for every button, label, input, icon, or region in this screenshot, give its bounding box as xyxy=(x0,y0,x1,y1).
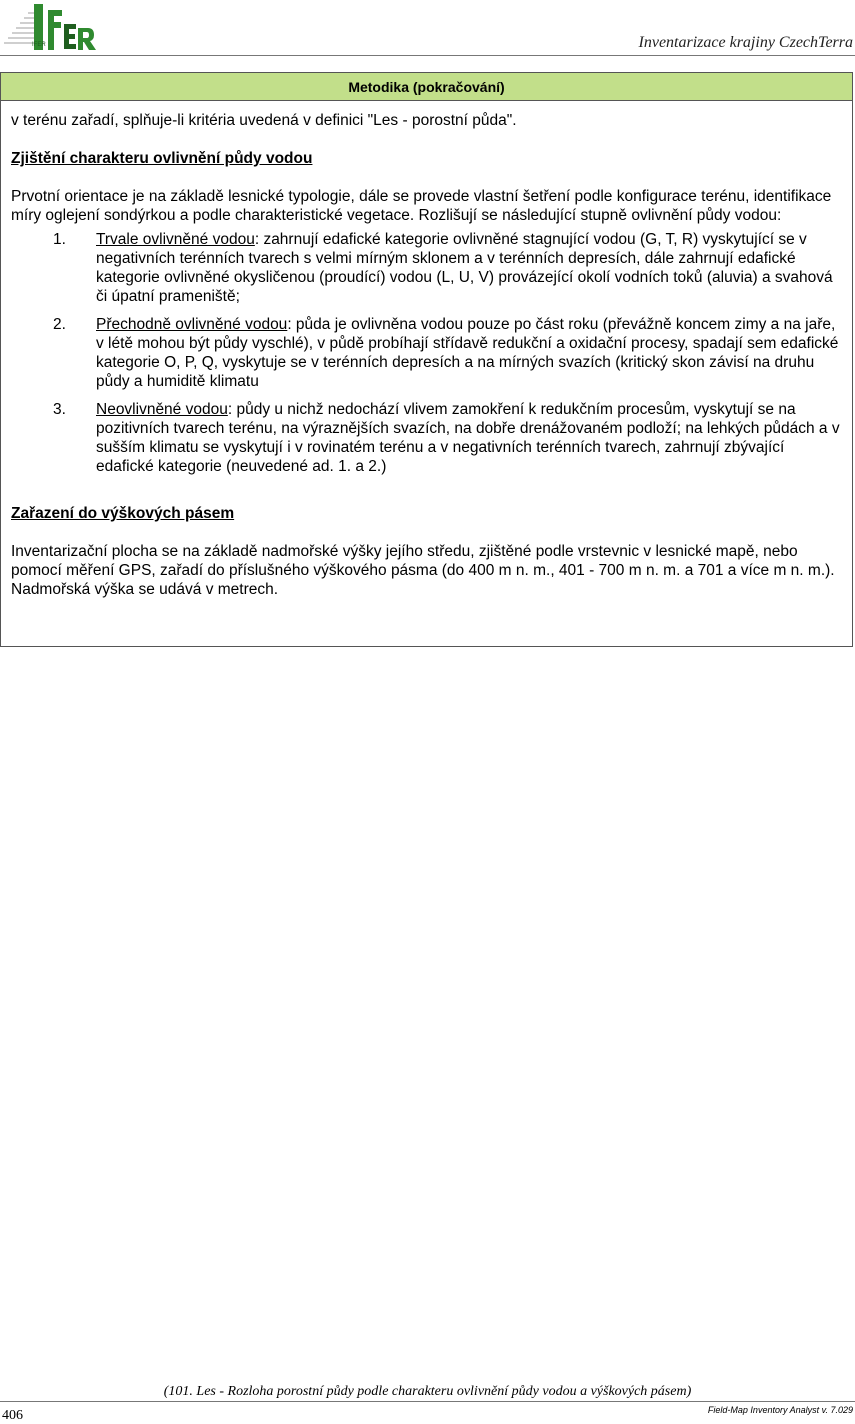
methodology-box xyxy=(0,72,853,647)
paragraph-water-influence: Prvotní orientace je na základě lesnické typologie, dále se provede vlastní šetření podle konfigurace terénu, identifikace míry oglejení sondýrkou a podle charakteristické vegetace. Rozlišují se následující stupně ovlivnění půdy vodou: xyxy=(11,188,832,224)
document-title: Inventarizace krajiny CzechTerra xyxy=(638,34,853,51)
list-item-term: Neovlivněné vodou xyxy=(96,401,228,418)
list-item-term: Přechodně ovlivněné vodou xyxy=(96,316,288,333)
section-body xyxy=(1,101,852,599)
list-item-number: 1. xyxy=(53,231,66,248)
paragraph-altitude-zones: Inventarizační plocha se na základě nadmořské výšky jejího středu, zjištěné podle vrstevnic v lesnické mapě, nebo pomocí měření GPS, zařadí do příslušného výškového pásma (do 400 m n. m., 401 - 700 m n. m. a 701 a více m n. m.). Nadmořská výška se udává v metrech. xyxy=(11,543,835,598)
list-item-number: 2. xyxy=(53,316,66,333)
intro-paragraph: v terénu zařadí, splňuje-li kritéria uvedená v definici "Les - porostní půda". xyxy=(11,112,517,129)
page-number: 406 xyxy=(2,1408,23,1423)
software-version: Field-Map Inventory Analyst v. 7.029 xyxy=(707,1405,853,1415)
svg-text:IFER: IFER xyxy=(32,42,46,48)
ifer-logo-icon xyxy=(4,2,96,52)
list-item xyxy=(11,315,842,391)
list-item-term: Trvale ovlivněné vodou xyxy=(96,231,255,248)
list-item-text: : půda je ovlivněna vodou pouze po část roku (převážně koncem zimy a na jaře, v létě mohou být půdy vyschlé), v půdě probíhají střídavě redukční a oxidační procesy, spadají sem edafické kategorie O, P, Q, vyskytuje se v terénních depresích a na mírných svazích (kritický skon závisí na druhu půdy a humiditě klimatu xyxy=(96,316,839,390)
heading-water-influence: Zjištění charakteru ovlivnění půdy vodou xyxy=(11,150,313,167)
header-divider xyxy=(0,55,855,56)
section-title: Metodika (pokračování) xyxy=(1,73,852,101)
footer-divider xyxy=(0,1401,855,1402)
heading-altitude-zones: Zařazení do výškových pásem xyxy=(11,505,235,522)
list-item-text: : zahrnují edafické kategorie ovlivněné stagnující vodou (G, T, R) vyskytující se v negativních terénních tvarech s velmi mírným sklonem a v terénních depresích, dále zahrnují edafické kategorie ovlivněné okysličenou (proudící) vodou (L, U, V) provázející okolí vodních toků (aluvia) a svahová či úpatní prameniště; xyxy=(96,231,833,305)
water-influence-list xyxy=(11,230,842,476)
list-item xyxy=(11,400,842,476)
list-item xyxy=(11,230,842,306)
page-header xyxy=(0,0,855,58)
list-item-text: : půdy u nichž nedochází vlivem zamokření k redukčním procesům, vyskytují se na pozitivních tvarech terénu, na výraznějších svazích, na dobře drenážovaném podloží; na lehkých půdách a v sušším klimatu se vyskytují i v rovinatém terénu a v negativních terénních tvarech, zahrnují zbývající edafické kategorie (neuvedené ad. 1. a 2.) xyxy=(96,401,840,475)
footer-caption: (101. Les - Rozloha porostní půdy podle charakteru ovlivnění půdy vodou a výškových pásem) xyxy=(163,1384,692,1399)
list-item-number: 3. xyxy=(53,401,66,418)
